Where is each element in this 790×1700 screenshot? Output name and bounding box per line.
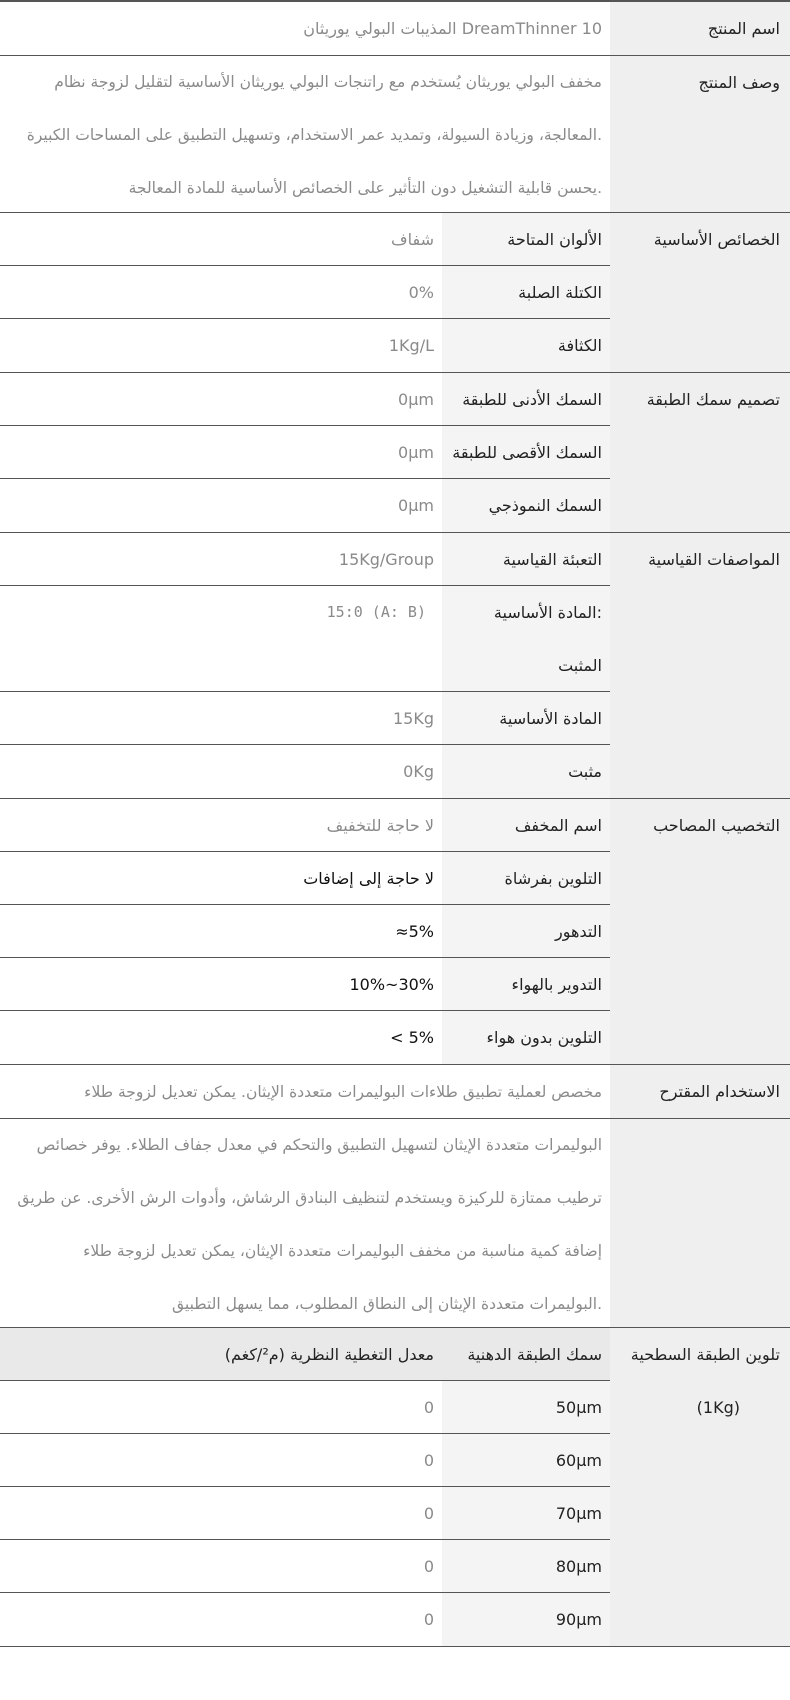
airless-value: < 5% (390, 1028, 434, 1047)
rate-cell: 0 (423, 1397, 434, 1417)
suggested-use-line: البوليمرات متعددة الإيثان لتسهيل التطبيق والتحكم في معدل جفاف الطلاء. يوفر خصائص (36, 1136, 602, 1154)
packaging-value: 15Kg/Group (338, 549, 434, 569)
col-rate-header: معدل التغطية النظرية (م²/كغم) (0, 1328, 442, 1380)
table-row (0, 692, 610, 745)
table-row (0, 1434, 610, 1487)
table-row (0, 905, 610, 958)
rate-cell: 0 (423, 1503, 434, 1523)
hardener-label: مثبت (442, 745, 610, 798)
rate-cell: 0 (423, 1450, 434, 1470)
coverage-section (0, 1328, 790, 1647)
description-section (0, 56, 790, 213)
typical-thickness-value: 0μm (398, 496, 434, 515)
coverage-header-row (0, 1328, 610, 1381)
min-thickness-value: 0μm (398, 389, 434, 409)
standard-specs-label: المواصفات القياسية (610, 533, 790, 798)
table-row (0, 1381, 610, 1434)
product-name-value: DreamThinner 10 المذيبات البولي يوريثان (303, 19, 602, 38)
rate-cell: 0 (423, 1556, 434, 1576)
brush-value: لا حاجة إلى إضافات (303, 868, 434, 888)
product-name-section (0, 0, 790, 56)
base-material-label: المادة الأساسية (442, 692, 610, 744)
basic-properties-label: الخصائص الأساسية (610, 213, 790, 372)
thinner-name-value: لا حاجة للتخفيف (326, 815, 434, 835)
thinner-name-label: اسم المخفف (442, 799, 610, 851)
suggested-use-section (0, 1065, 790, 1119)
table-row (0, 852, 610, 905)
thickness-design-section (0, 373, 790, 533)
brush-label: التلوين بفرشاة (442, 852, 610, 904)
standard-specs-section (0, 533, 790, 799)
solids-value: 0% (408, 282, 434, 302)
thickness-cell: 90μm (442, 1593, 610, 1646)
thickness-cell: 60μm (442, 1434, 610, 1486)
description-label: وصف المنتج (610, 56, 790, 212)
col-thickness-header: سمك الطبقة الدهنية (442, 1328, 610, 1380)
basic-properties-section (0, 213, 790, 373)
ratio-label-line1: :المادة الأساسية (493, 603, 602, 622)
suggested-use-continued (0, 1119, 790, 1328)
description-line: مخفف البولي يوريثان يُستخدم مع راتنجات البولي يوريثان الأساسية لتقليل لزوجة نظام (54, 73, 602, 91)
max-thickness-value: 0μm (398, 442, 434, 462)
roller-label: التدهور (442, 905, 610, 957)
table-row (0, 745, 610, 798)
description-line: .المعالجة، وزيادة السيولة، وتمديد عمر الاستخدام، وتسهيل التطبيق على المساحات الكبيرة (26, 126, 602, 144)
thinning-section (0, 799, 790, 1065)
thinning-label: التخصيب المصاحب (610, 799, 790, 1064)
table-row (0, 266, 610, 319)
airless-label: التلوين بدون هواء (442, 1011, 610, 1064)
coverage-unit: (1Kg) (696, 1398, 740, 1417)
density-label: الكثافة (442, 319, 610, 372)
table-row (0, 373, 610, 426)
roller-value: ≈5% (395, 921, 434, 941)
air-spray-label: التدوير بالهواء (442, 958, 610, 1010)
packaging-label: التعبئة القياسية (442, 533, 610, 585)
table-row (0, 319, 610, 372)
max-thickness-label: السمك الأقصى للطبقة (442, 426, 610, 478)
solids-label: الكتلة الصلبة (442, 266, 610, 318)
coverage-label: تلوين الطبقة السطحية (630, 1345, 780, 1364)
colors-label: الألوان المتاحة (442, 213, 610, 265)
table-row (0, 426, 610, 479)
thickness-cell: 50μm (442, 1381, 610, 1433)
ratio-label-line2: المثبت (558, 656, 602, 675)
suggested-use-line: ترطيب ممتازة للركيزة ويستخدم لتنظيف البنادق الرشاش، وأدوات الرش الأخرى. عن طريق (17, 1189, 602, 1207)
rate-cell: 0 (423, 1610, 434, 1629)
table-row (0, 586, 610, 692)
table-row (0, 213, 610, 266)
density-value: 1Kg/L (388, 336, 434, 355)
min-thickness-label: السمك الأدنى للطبقة (442, 373, 610, 425)
hardener-value: 0Kg (403, 762, 434, 781)
suggested-use-line: إضافة كمية مناسبة من مخفف البوليمرات متعددة الإيثان، يمكن تعديل لزوجة طلاء (83, 1242, 602, 1260)
table-row (0, 1593, 610, 1646)
thickness-cell: 70μm (442, 1487, 610, 1539)
table-row (0, 1487, 610, 1540)
table-row (0, 1011, 610, 1064)
description-line: .يحسن قابلية التشغيل دون التأثير على الخصائص الأساسية للمادة المعالجة (128, 179, 602, 197)
product-name-label: اسم المنتج (610, 2, 790, 55)
table-row (0, 533, 610, 586)
suggested-use-line: .البوليمرات متعددة الإيثان إلى النطاق المطلوب، مما يسهل التطبيق (172, 1295, 602, 1313)
ratio-value: 15:0 (A: B) (326, 603, 426, 621)
table-row (0, 799, 610, 852)
air-spray-value: 10%~30% (349, 974, 434, 994)
suggested-use-label: الاستخدام المقترح (610, 1065, 790, 1118)
table-row (0, 479, 610, 532)
colors-value: شفاف (391, 229, 434, 249)
base-material-value: 15Kg (392, 708, 434, 728)
typical-thickness-label: السمك النموذجي (442, 479, 610, 532)
thickness-cell: 80μm (442, 1540, 610, 1592)
suggested-use-value: مخصص لعملية تطبيق طلاءات البوليمرات متعددة الإيثان. يمكن تعديل لزوجة طلاء (84, 1082, 602, 1101)
table-row (0, 1540, 610, 1593)
thickness-design-label: تصميم سمك الطبقة (610, 373, 790, 532)
table-row (0, 958, 610, 1011)
